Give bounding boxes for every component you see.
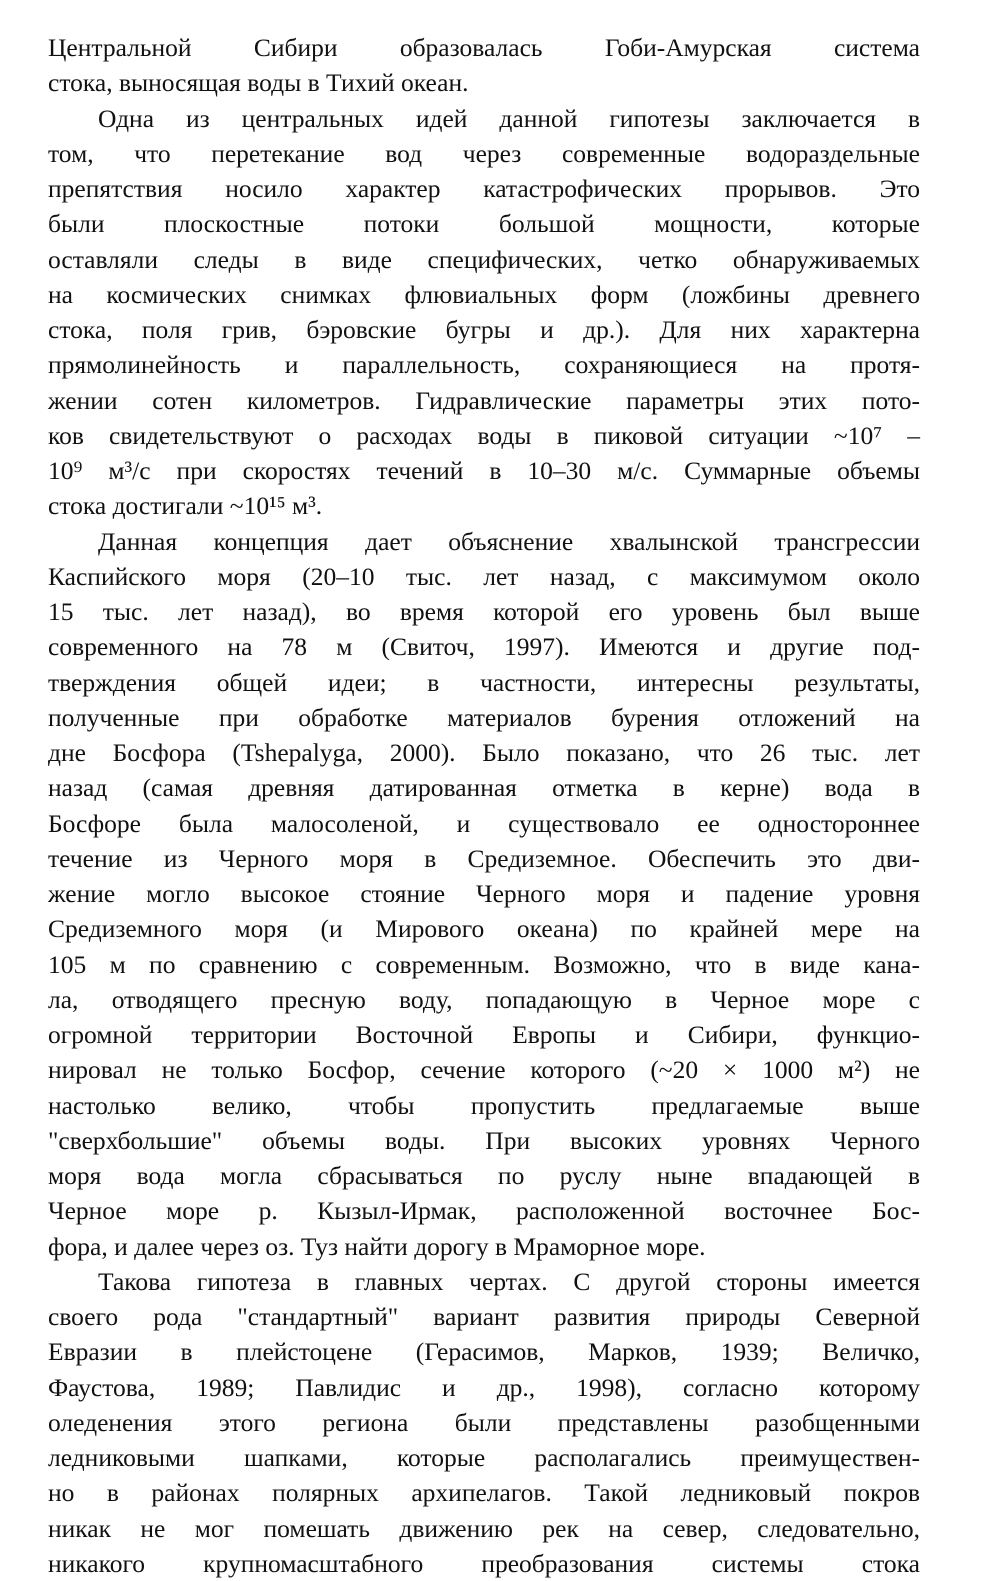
text-line: ледниковыми шапками, которые располагались преимуществен-	[48, 1443, 920, 1472]
text-line: стока достигали ~10¹⁵ м³.	[48, 491, 323, 521]
text-line: Фаустова, 1989; Павлидис и др., 1998), согласно которому	[48, 1372, 920, 1402]
text-line: современного на 78 м (Свиточ, 1997). Имеются и другие под-	[48, 632, 920, 662]
text-line: оставляли следы в виде специфических, четко обнаруживаемых	[48, 244, 920, 274]
text-line: том, что перетекание вод через современные водораздельные	[48, 138, 920, 168]
text-line: назад (самая древняя датированная отметка в керне) вода в	[48, 773, 920, 803]
text-line: 105 м по сравнению с современным. Возможно, что в виде кана-	[48, 949, 920, 979]
paragraph-first-line: Такова гипотеза в главных чертах. С другой стороны имеется	[98, 1266, 920, 1296]
text-line: нировал не только Босфор, сечение которого (~20 × 1000 м²) не	[48, 1055, 920, 1085]
text-line: дне Босфора (Tshepalyga, 2000). Было показано, что 26 тыс. лет	[48, 738, 920, 767]
paragraph-first-line: Одна из центральных идей данной гипотезы заключается в	[98, 103, 920, 133]
text-line: тверждения общей идеи; в частности, интересны результаты,	[48, 667, 920, 697]
text-line: Черное море р. Кызыл-Ирмак, расположенной восточнее Бос-	[48, 1196, 920, 1226]
text-line: жении сотен километров. Гидравлические параметры этих пото-	[48, 385, 920, 415]
body-text	[48, 30, 920, 1581]
text-line: настолько велико, чтобы пропустить предлагаемые выше	[48, 1090, 920, 1120]
text-line: но в районах полярных архипелагов. Такой ледниковый покров	[48, 1478, 920, 1508]
text-line: стока, выносящая воды в Тихий океан.	[48, 68, 469, 98]
text-line: стока, поля грив, бэровские бугры и др.). Для них характерна	[48, 315, 920, 344]
text-line: 10⁹ м³/с при скоростях течений в 10–30 м/с. Суммарные объемы	[48, 456, 920, 485]
text-line: ла, отводящего пресную воду, попадающую в Черное море с	[48, 984, 920, 1014]
text-line: на космических снимках флювиальных форм (ложбины древнего	[48, 279, 920, 309]
text-line: оледенения этого региона были представлены разобщенными	[48, 1407, 920, 1437]
text-line: течение из Черного моря в Средиземное. Обеспечить это дви-	[48, 843, 920, 873]
text-line: прямолинейность и параллельность, сохраняющиеся на протя-	[48, 350, 920, 380]
text-line: Каспийского моря (20–10 тыс. лет назад, с максимумом около	[48, 561, 920, 591]
text-line: моря вода могла сбрасываться по руслу ныне впадающей в	[48, 1161, 920, 1190]
text-line: Евразии в плейстоцене (Герасимов, Марков, 1939; Величко,	[48, 1337, 920, 1367]
text-line: 15 тыс. лет назад), во время которой его уровень был выше	[48, 597, 920, 626]
text-line: никакого крупномасштабного преобразования системы стока	[48, 1548, 920, 1578]
text-line: фора, и далее через оз. Туз найти дорогу в Мраморное море.	[48, 1231, 706, 1261]
paragraph-first-line: Данная концепция дает объяснение хвалынской трансгрессии	[98, 526, 920, 556]
text-line: полученные при обработке материалов бурения отложений на	[48, 702, 920, 732]
text-line: Центральной Сибири образовалась Гоби-Амурская система	[48, 33, 920, 62]
text-line: своего рода "стандартный" вариант развития природы Северной	[48, 1302, 920, 1331]
text-line: Босфоре была малосоленой, и существовало ее одностороннее	[48, 808, 920, 838]
text-line: жение могло высокое стояние Черного моря и падение уровня	[48, 879, 920, 908]
text-line: огромной территории Восточной Европы и Сибири, функцио-	[48, 1020, 920, 1049]
text-line: "сверхбольшие" объемы воды. При высоких уровнях Черного	[48, 1125, 920, 1155]
text-line: Средиземного моря (и Мирового океана) по крайней мере на	[48, 914, 920, 944]
text-line: никак не мог помешать движению рек на север, следовательно,	[48, 1513, 920, 1543]
text-line: были плоскостные потоки большой мощности, которые	[48, 209, 920, 239]
text-line: ков свидетельствуют о расходах воды в пиковой ситуации ~10⁷ –	[48, 420, 920, 450]
text-line: препятствия носило характер катастрофических прорывов. Это	[48, 174, 920, 203]
